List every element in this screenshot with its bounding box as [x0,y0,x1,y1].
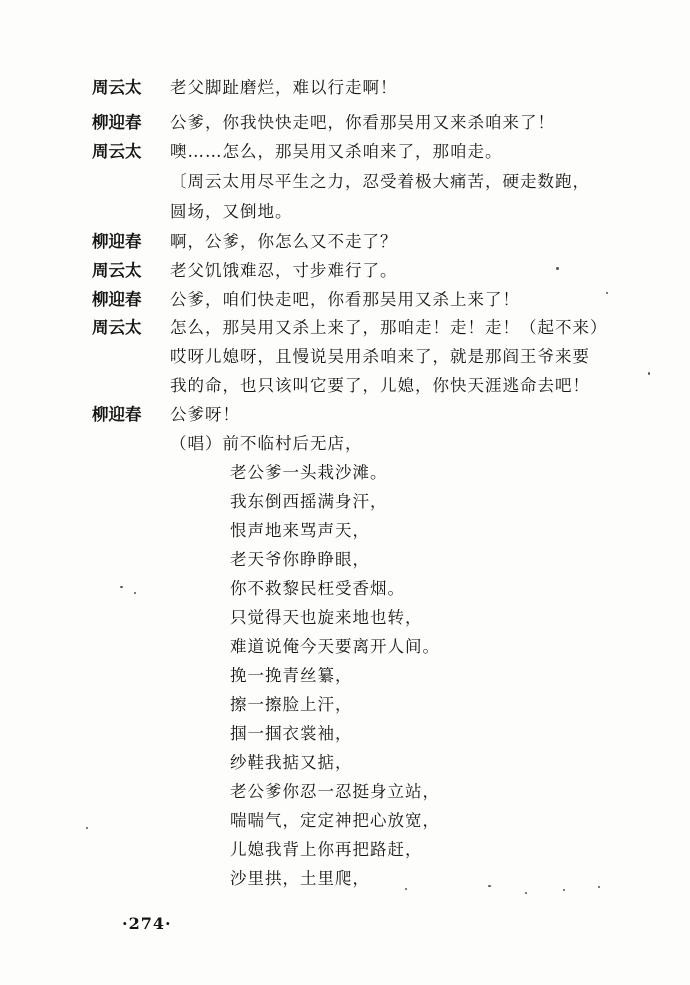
spoken-text: 啊，公爹，你怎么又不走了？ [170,232,398,251]
scan-speck [120,586,123,588]
scan-speck [563,889,565,891]
scan-speck [598,886,600,888]
dialogue-line [92,227,398,257]
scan-speck [86,827,88,829]
spoken-text: 公爹呀！ [170,405,240,424]
spoken-text: 老父脚趾磨烂，难以行走啊！ [170,78,398,97]
dialogue-line [92,285,520,315]
verse-line: 你不救黎民枉受香烟。 [230,579,405,598]
verse-line: 沙里拱，土里爬， [230,869,370,888]
verse-line: 掴一掴衣裳袖， [230,724,353,743]
scan-speck [525,892,527,894]
scan-speck [556,267,559,270]
scan-speck [606,292,608,294]
scan-speck [488,885,491,887]
speaker-name: 柳迎春 [92,405,142,424]
spoken-text: 噢……怎么，那吴用又杀咱来了，那咱走。 [170,142,503,161]
verse-line: 喘喘气，定定神把心放宽， [230,811,440,830]
scan-speck [405,888,407,890]
verse-line: 擦一擦脸上汗， [230,695,353,714]
page-number: ·274· [122,914,172,933]
speaker-name: 周云太 [92,78,142,97]
speaker-name: 周云太 [92,261,142,280]
verse-line: 老公爹一头栽沙滩。 [230,463,388,482]
speaker-name: 柳迎春 [92,113,142,132]
verse-line: 纱鞋我掂又掂， [230,753,353,772]
dialogue-line [92,137,503,167]
spoken-text: 公爹，你我快快走吧，你看那吴用又来杀咱来了！ [170,113,555,132]
verse-line: 难道说俺今天要离开人间。 [230,637,440,656]
verse-line: 儿媳我背上你再把路赶， [230,840,423,859]
spoken-text: 老父饥饿难忍，寸步难行了。 [170,261,398,280]
stage-direction-line: 圆场，又倒地。 [170,202,293,221]
speaker-name: 周云太 [92,318,142,337]
verse-line: 只觉得天也旋来地也转， [230,608,423,627]
verse-line: 我东倒西摇满身汗， [230,492,388,511]
dialogue-line [92,108,555,138]
verse-line: 老公爹你忍一忍挺身立站， [230,782,440,801]
speaker-name: 柳迎春 [92,290,142,309]
dialogue-line [92,256,398,286]
dialogue-line [92,400,240,430]
song-intro: （唱）前不临村后无店， [170,434,363,453]
verse-line: 老天爷你睁睁眼， [230,550,370,569]
verse-line: 恨声地来骂声天， [230,521,370,540]
stage-direction-line: 〔周云太用尽平生之力，忍受着极大痛苦，硬走数跑， [170,172,590,191]
continuation-line: 我的命，也只该叫它要了，儿媳，你快天涯逃命去吧！ [170,376,590,395]
scan-speck [134,592,136,594]
scan-speck [648,372,650,375]
spoken-text: 怎么，那吴用又杀上来了，那咱走！走！走！（起不来） [170,318,608,337]
continuation-line: 哎呀儿媳呀，且慢说吴用杀咱来了，就是那阎王爷来要 [170,347,590,366]
speaker-name: 周云太 [92,142,142,161]
verse-line: 挽一挽青丝纂， [230,666,353,685]
spoken-text: 公爹，咱们快走吧，你看那吴用又杀上来了！ [170,290,520,309]
dialogue-line [92,313,608,343]
dialogue-line [92,73,398,103]
speaker-name: 柳迎春 [92,232,142,251]
